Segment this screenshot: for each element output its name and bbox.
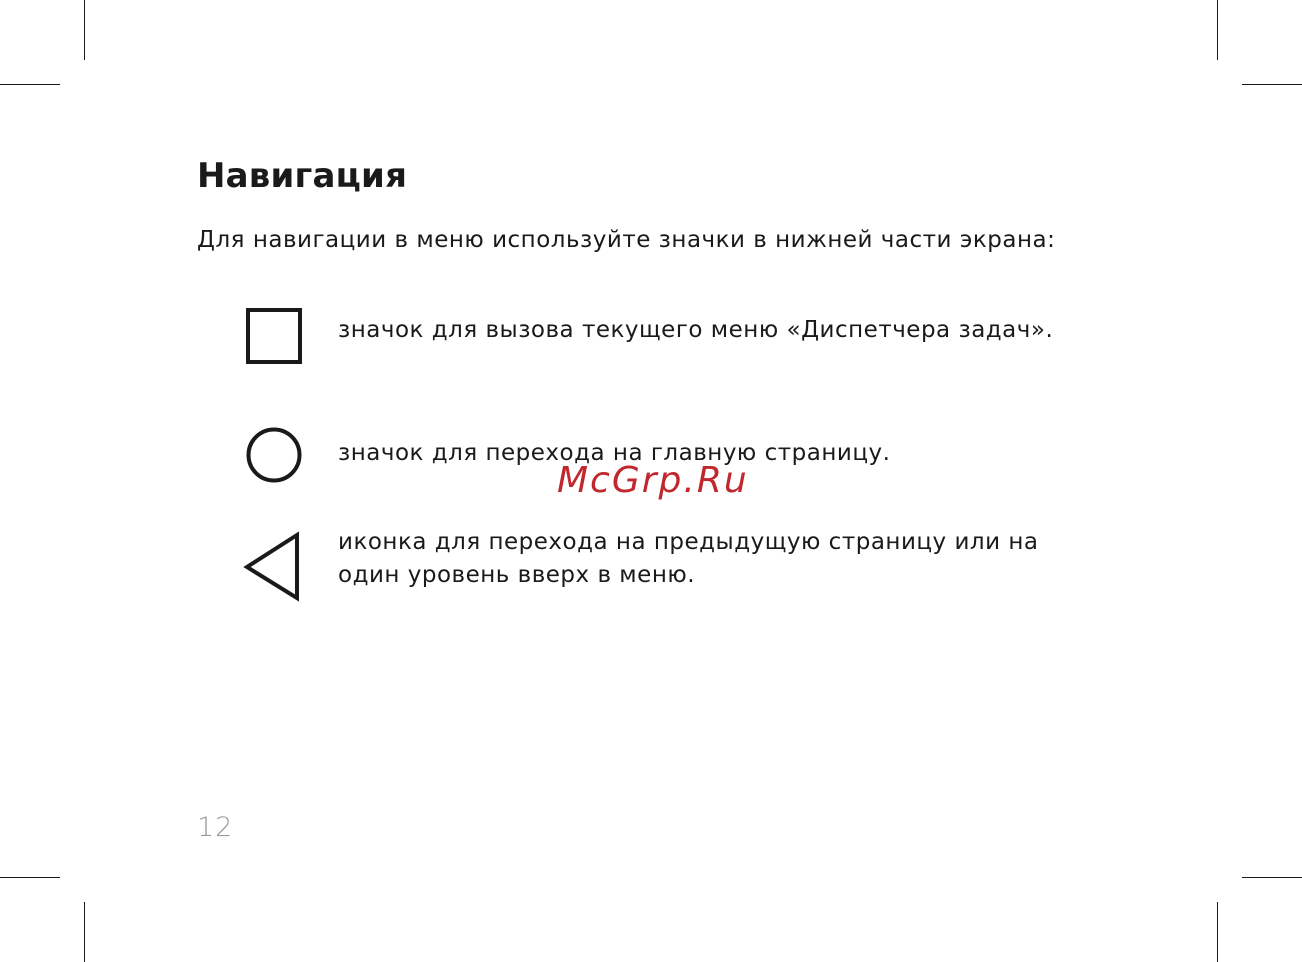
item-text-back-line1: иконка для перехода на предыдущую страницу или на [338, 529, 1039, 555]
crop-mark-top-left-horizontal [0, 84, 60, 85]
item-text-home: значок для перехода на главную страницу. [338, 440, 891, 466]
crop-mark-bottom-right-vertical [1217, 902, 1218, 962]
page-title: Навигация [197, 156, 408, 196]
item-text-recent-apps: значок для вызова текущего меню «Диспетчера задач». [338, 317, 1054, 343]
triangle-back-icon [242, 531, 302, 603]
crop-mark-bottom-left-vertical [84, 902, 85, 962]
circle-home-icon [246, 427, 302, 483]
crop-mark-top-left-vertical [84, 0, 85, 60]
crop-mark-bottom-right-horizontal [1242, 877, 1302, 878]
item-text-back-line2: один уровень вверх в меню. [338, 562, 696, 588]
crop-mark-top-right-horizontal [1242, 84, 1302, 85]
crop-mark-top-right-vertical [1217, 0, 1218, 60]
intro-text: Для навигации в меню используйте значки в нижней части экрана: [197, 227, 1056, 253]
page-number: 12 [197, 812, 234, 843]
square-recent-apps-icon [246, 308, 302, 364]
crop-mark-bottom-left-horizontal [0, 877, 60, 878]
watermark-text: McGrp.Ru [557, 460, 749, 501]
